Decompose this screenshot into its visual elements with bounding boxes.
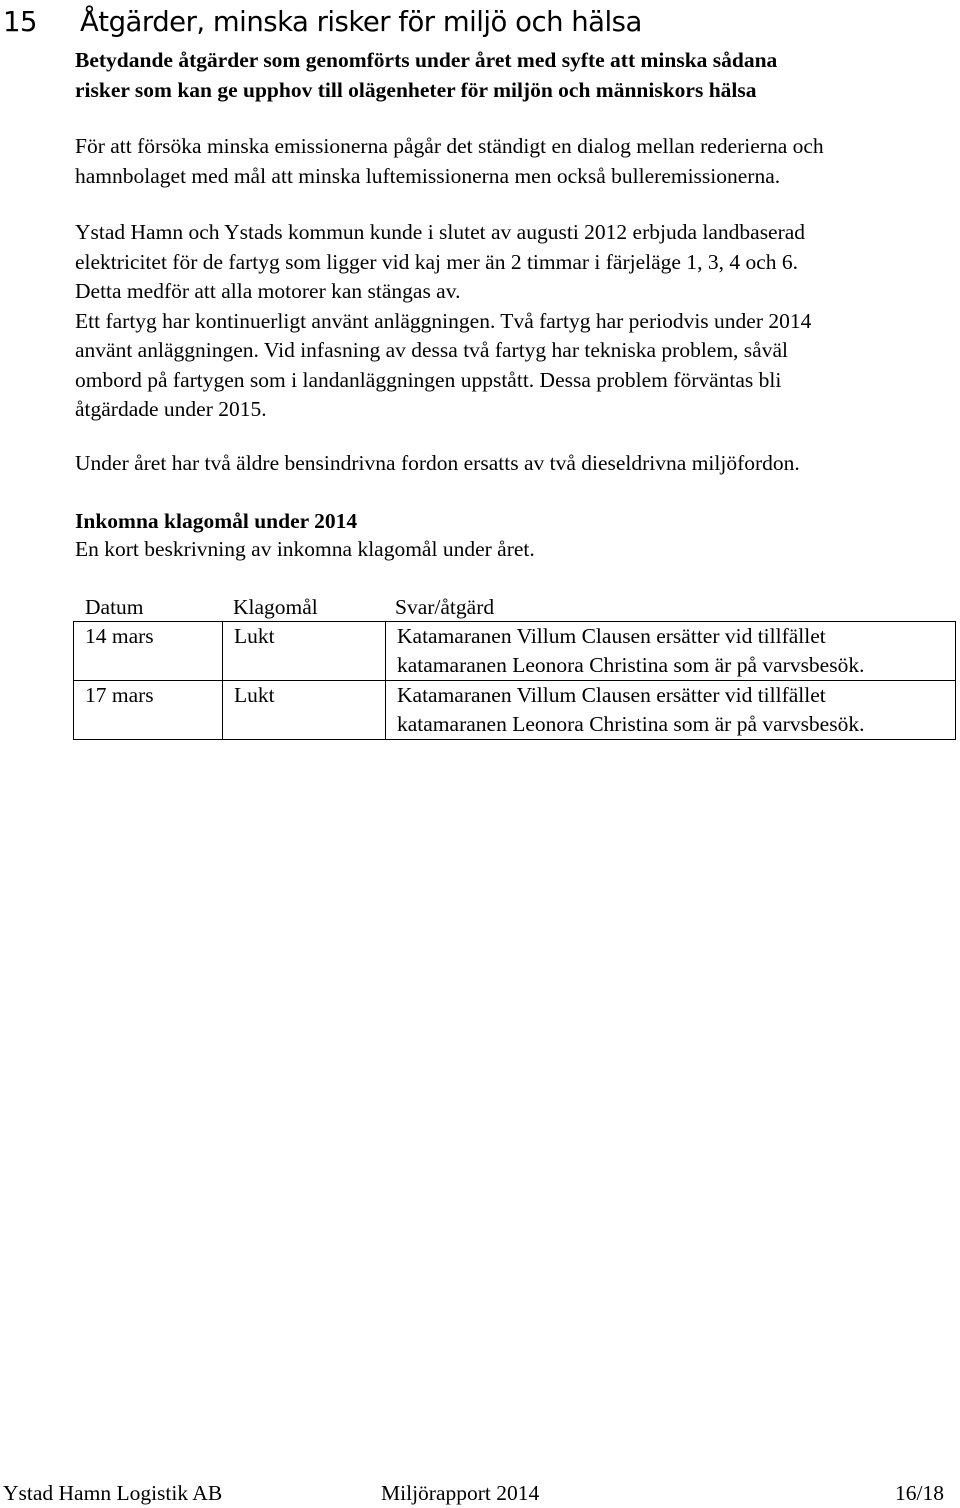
cell-complaint: Lukt: [223, 681, 386, 740]
table-row: [74, 681, 956, 740]
paragraph-shore-power: [75, 218, 811, 425]
response-line: katamaranen Leonora Christina som är på varvsbesök.: [397, 653, 865, 677]
response-line: katamaranen Leonora Christina som är på varvsbesök.: [397, 712, 865, 736]
text-line: Ett fartyg har kontinuerligt använt anläggningen. Två fartyg har periodvis under 2014: [75, 308, 812, 333]
complaints-description: En kort beskrivning av inkomna klagomål under året.: [75, 537, 535, 561]
page-heading: [3, 2, 642, 42]
subheading-line: Betydande åtgärder som genomförts under året med syfte att minska sådana: [75, 48, 778, 72]
response-line: Katamaranen Villum Clausen ersätter vid tillfället: [397, 683, 826, 707]
section-number: 15: [3, 6, 37, 38]
footer-report-title: Miljörapport 2014: [381, 1481, 540, 1505]
cell-complaint: Lukt: [223, 622, 386, 681]
complaints-table: [73, 621, 956, 740]
cell-date: 17 mars: [74, 681, 223, 740]
text-line: Detta medför att alla motorer kan stängas av.: [75, 279, 461, 303]
paragraph-emissions: [75, 132, 824, 191]
text-line: använt anläggningen. Vid infasning av dessa två fartyg har tekniska problem, såväl: [75, 338, 788, 362]
paragraph-vehicles: Under året har två äldre bensindrivna fordon ersatts av två dieseldrivna miljöfordon.: [75, 451, 800, 475]
complaints-title: Inkomna klagomål under 2014: [75, 509, 358, 533]
footer-company: Ystad Hamn Logistik AB: [3, 1481, 223, 1505]
response-line: Katamaranen Villum Clausen ersätter vid tillfället: [397, 624, 826, 648]
cell-date: 14 mars: [74, 622, 223, 681]
subheading: [75, 46, 777, 105]
footer-page-number: 16/18: [895, 1481, 944, 1505]
subheading-line: risker som kan ge upphov till olägenheter för miljön och människors hälsa: [75, 77, 757, 102]
text-line: För att försöka minska emissionerna pågår det ständigt en dialog mellan rederierna och: [75, 134, 824, 158]
section-title: Åtgärder, minska risker för miljö och hälsa: [80, 6, 642, 38]
table-row: [74, 622, 956, 681]
text-line: åtgärdade under 2015.: [75, 397, 267, 421]
cell-response: [386, 681, 956, 740]
text-line: Ystad Hamn och Ystads kommun kunde i slutet av augusti 2012 erbjuda landbaserad: [75, 220, 806, 244]
cell-response: [386, 622, 956, 681]
text-line: elektricitet för de fartyg som ligger vid kaj mer än 2 timmar i färjeläge 1, 3, 4 och 6.: [75, 249, 798, 274]
column-header-date: Datum: [85, 595, 144, 619]
page-footer: [0, 1479, 960, 1508]
column-header-complaint: Klagomål: [233, 595, 318, 619]
text-line: hamnbolaget med mål att minska luftemissionerna men också bulleremissionerna.: [75, 163, 781, 188]
column-header-response: Svar/åtgärd: [395, 595, 495, 619]
text-line: ombord på fartygen som i landanläggningen uppstått. Dessa problem förväntas bli: [75, 367, 782, 392]
